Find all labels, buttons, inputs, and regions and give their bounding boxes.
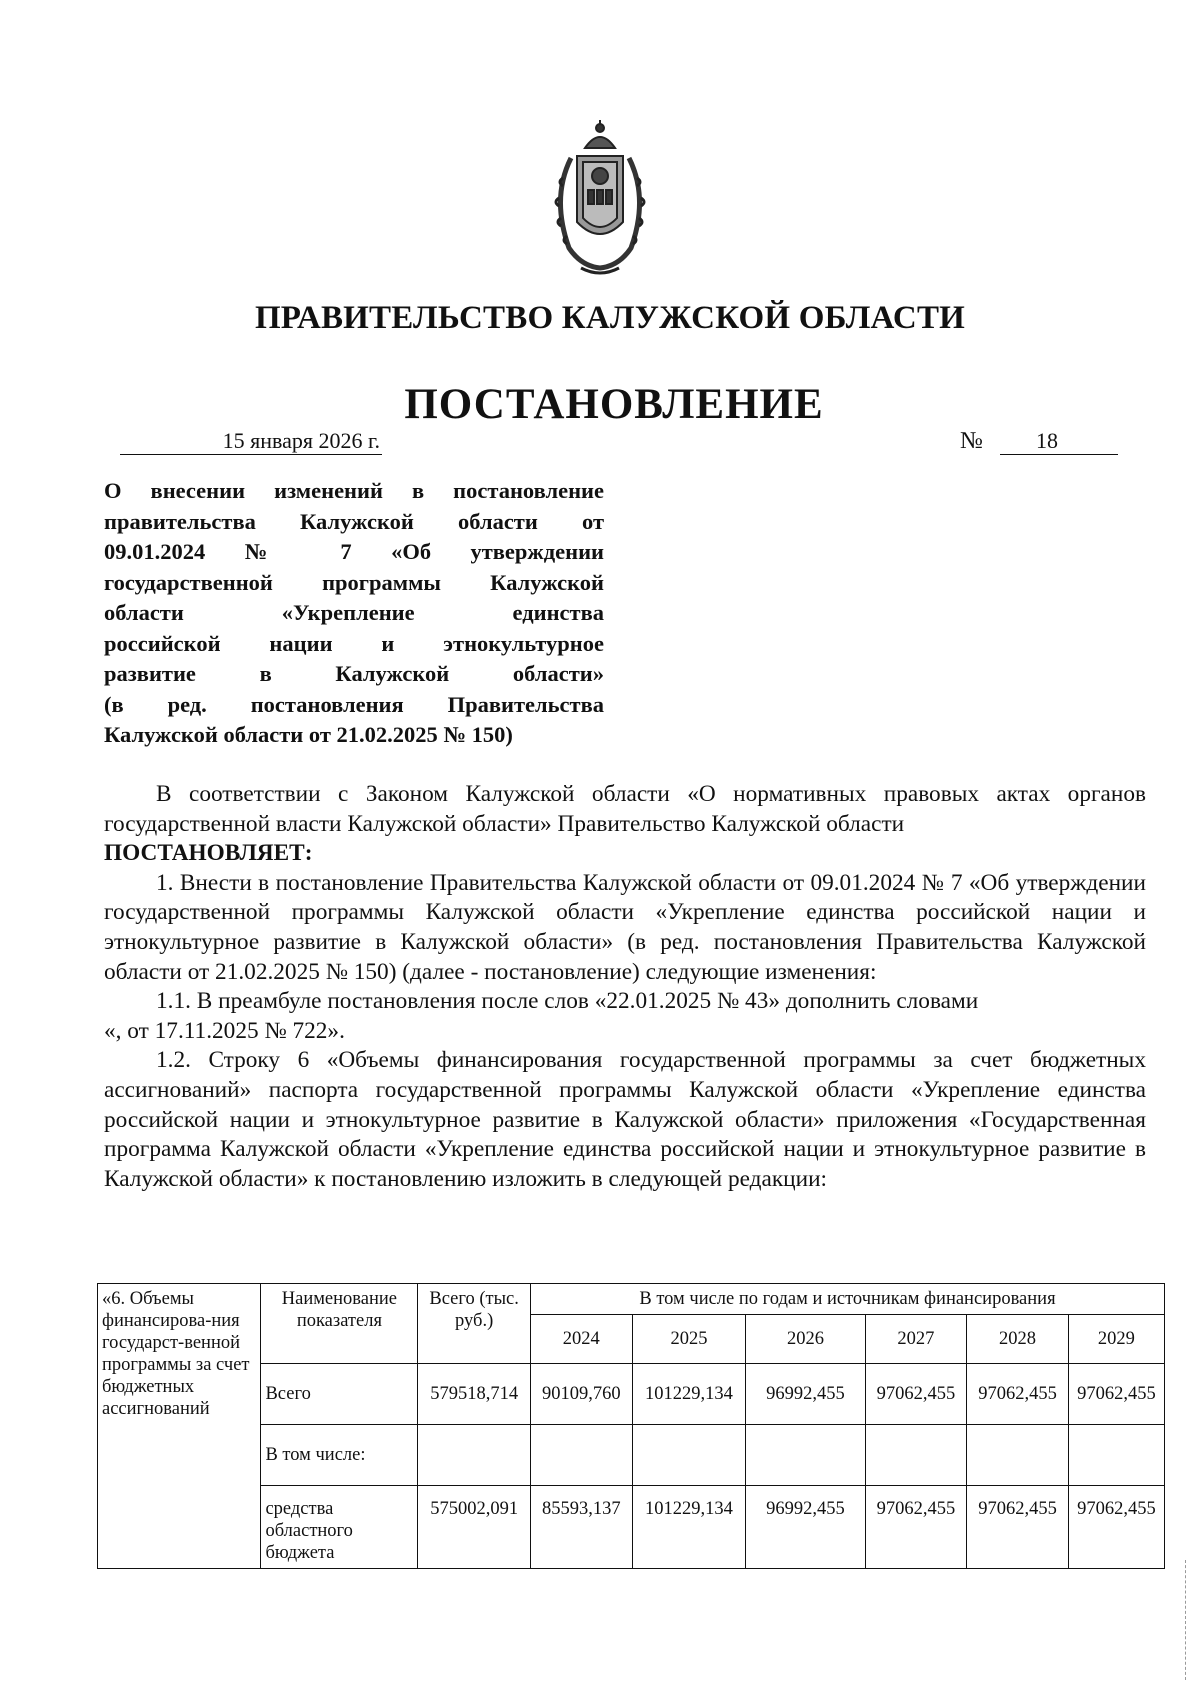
row-total: 579518,714: [418, 1364, 531, 1425]
title-line: Калужской области от 21.02.2025 № 150): [104, 722, 513, 747]
row-value: 90109,760: [530, 1364, 632, 1425]
row-value: [865, 1425, 967, 1486]
organization-name: ПРАВИТЕЛЬСТВО КАЛУЖСКОЙ ОБЛАСТИ: [254, 300, 966, 336]
financing-table: [97, 1283, 1165, 1569]
row-value: 97062,455: [967, 1364, 1069, 1425]
row-value: 85593,137: [530, 1486, 632, 1569]
row-value: 97062,455: [1068, 1364, 1164, 1425]
year-header: 2029: [1068, 1315, 1164, 1364]
row-total: [418, 1425, 531, 1486]
row-value: 97062,455: [967, 1486, 1069, 1569]
year-header: 2027: [865, 1315, 967, 1364]
row-name: средства областного бюджета: [261, 1486, 418, 1569]
row-value: [632, 1425, 746, 1486]
item-1-1-paragraph: 1.1. В преамбуле постановления после слов «22.01.2025 № 43» дополнить словами: [156, 988, 979, 1015]
year-header: 2026: [746, 1315, 865, 1364]
title-line: российской нации и этнокультурное: [104, 630, 604, 656]
row-value: [967, 1425, 1069, 1486]
col-header-years-group: В том числе по годам и источникам финансирования: [530, 1284, 1164, 1315]
year-header: 2025: [632, 1315, 746, 1364]
document-body: [104, 780, 1146, 1194]
row-value: 101229,134: [632, 1364, 746, 1425]
row-value: [1068, 1425, 1164, 1486]
preamble-paragraph: В соответствии с Законом Калужской области «О нормативных правовых актах органов государственной власти Калужской области» Правительство Калужской области: [104, 781, 1146, 837]
row-value: 96992,455: [746, 1364, 865, 1425]
row-name: Всего: [261, 1364, 418, 1425]
row-value: [746, 1425, 865, 1486]
row-name: В том числе:: [261, 1425, 418, 1486]
title-line: правительства Калужской области от: [104, 508, 604, 534]
row-value: 101229,134: [632, 1486, 746, 1569]
title-line: развитие в Калужской области»: [104, 661, 604, 686]
document-type: ПОСТАНОВЛЕНИЕ: [404, 381, 824, 428]
row-value: 97062,455: [865, 1364, 967, 1425]
title-line: области «Укрепление единства: [104, 600, 604, 625]
title-line: государственной программы Калужской: [104, 569, 604, 595]
document-date: 15 января 2026 г.: [120, 428, 382, 455]
document-number: 18: [1000, 428, 1118, 455]
year-header: 2028: [967, 1315, 1069, 1364]
item-1-paragraph: 1. Внести в постановление Правительства Калужской области от 09.01.2024 № 7 «Об утверждении государственной программы Калужской области «Укрепление единства российской нации и этнокультурное развитие в Калужской области» (в ред. постановления Правительства Калужской области от 21.02.2025 № 150) (далее - постановление) следующие изменения:: [104, 869, 1146, 985]
row-value: 97062,455: [1068, 1486, 1164, 1569]
scan-edge-marks: [1185, 1560, 1190, 1680]
title-line: О внесении изменений в постановление: [104, 478, 604, 503]
year-header: 2024: [530, 1315, 632, 1364]
coat-of-arms-emblem: [541, 118, 659, 278]
title-line: (в ред. постановления Правительства: [104, 691, 604, 717]
item-1-2-paragraph: 1.2. Строку 6 «Объемы финансирования государственной программы за счет бюджетных ассигнований» паспорта государственной программы Калужской области «Укрепление единства российской нации и этнокультурное развитие в Калужской области» приложения «Государственная программа Калужской области «Укрепление единства российской нации и этнокультурное развитие в Калужской области» к постановлению изложить в следующей редакции:: [104, 1047, 1146, 1192]
row-value: 96992,455: [746, 1486, 865, 1569]
decree-word: ПОСТАНОВЛЯЕТ:: [104, 840, 313, 867]
row-value: 97062,455: [865, 1486, 967, 1569]
col-header-indicator: Наименование показателя: [261, 1284, 418, 1364]
row-value: [530, 1425, 632, 1486]
row-label-cell: «6. Объемы финансирова-ния государст-венной программы за счет бюджетных ассигнований: [98, 1284, 261, 1569]
col-header-total: Всего (тыс. руб.): [418, 1284, 531, 1364]
row-total: 575002,091: [418, 1486, 531, 1569]
number-label: №: [960, 428, 983, 454]
title-line: 09.01.2024 № 7 «Об утверждении: [104, 539, 604, 564]
document-title: [104, 476, 604, 751]
item-1-1-tail: «, от 17.11.2025 № 722».: [104, 1017, 345, 1044]
